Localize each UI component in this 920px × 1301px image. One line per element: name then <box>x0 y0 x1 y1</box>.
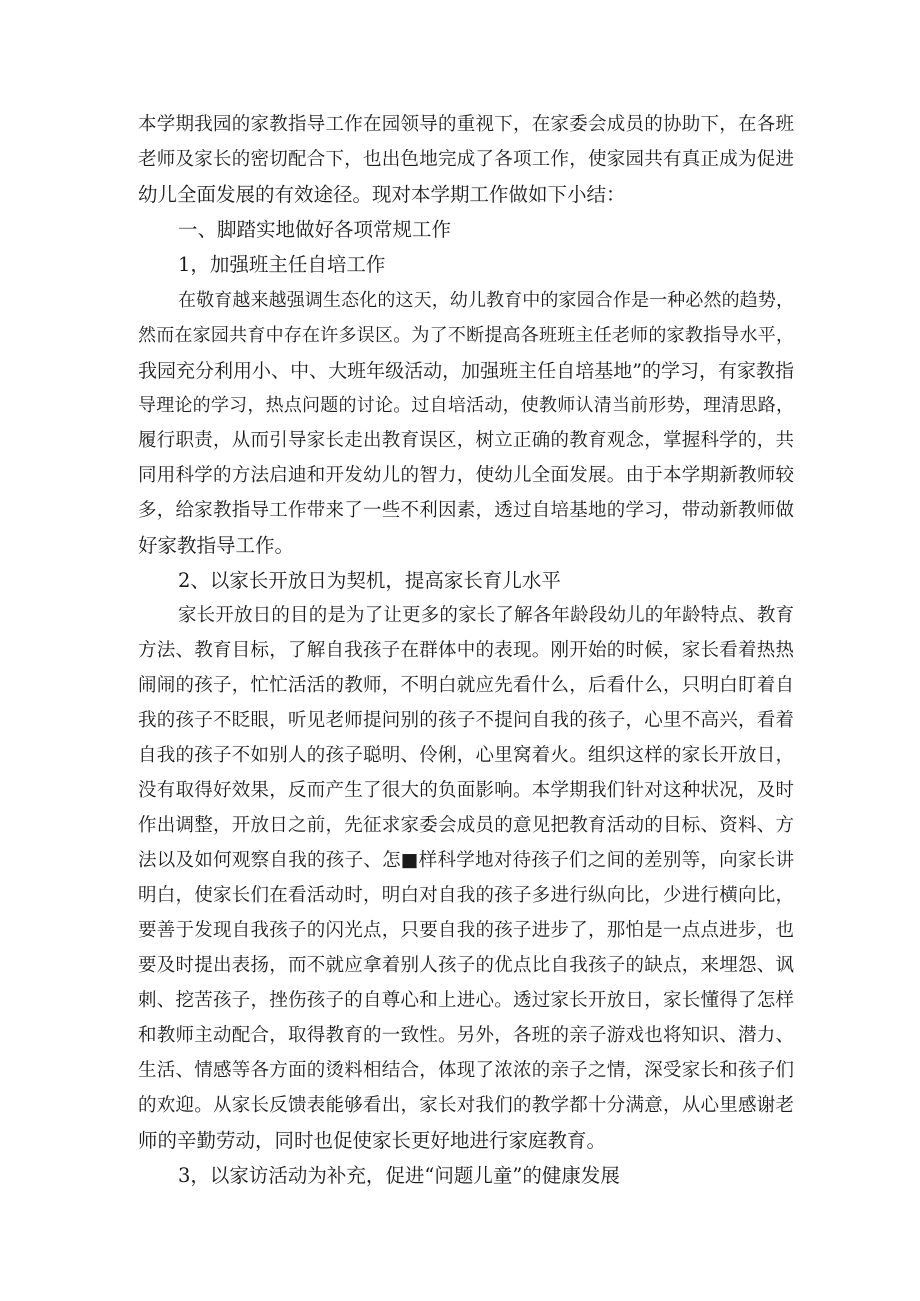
paragraph-line: 和教师主动配合，取得教育的一致性。另外，各班的亲子游戏也将知识、潜力、 <box>138 1025 794 1046</box>
paragraph-line: 我园充分利用小、中、大班年级活动，加强班主任自培基地”的学习，有家教指 <box>138 360 794 382</box>
subsection-heading: 3，以家访活动为补充，促进“问题儿童”的健康发展 <box>178 1164 620 1187</box>
paragraph-line: 的欢迎。从家长反馈表能够看出，家长对我们的教学都十分满意，从心里感谢老 <box>138 1095 794 1116</box>
paragraph-line: 履行职责，从而引导家长走出教育误区，树立正确的教育观念，掌握科学的，共 <box>138 430 794 451</box>
intro-line: 本学期我园的家教指导工作在园领导的重视下，在家委会成员的协助下，在各班 <box>138 114 794 135</box>
paragraph-line: 好家教指导工作。 <box>138 534 295 557</box>
paragraph-line: 生活、情感等各方面的烫料相结合，体现了浓浓的亲子之情，深受家长和孩子们 <box>138 1060 794 1081</box>
paragraph-line: 导理论的学习，热点问题的讨论。过自培活动，使教师认清当前形势，理清思路， <box>138 395 794 416</box>
paragraph-line: 多，给家教指导工作带来了一些不利因素，透过自培基地的学习，带动新教师做 <box>138 500 794 521</box>
intro-line: 老师及家长的密切配合下，也出色地完成了各项工作，使家园共有真正成为促进 <box>138 149 794 170</box>
paragraph-line: 在敬育越来越强调生态化的这天，幼儿教育中的家园合作是一种必然的趋势， <box>178 290 794 311</box>
paragraph-line: 明白，使家长们在看活动时，明白对自我的孩子多进行纵向比，少进行横向比， <box>138 885 794 906</box>
paragraph-line: 家长开放日的目的是为了让更多的家长了解各年龄段幼儿的年龄特点、教育 <box>178 605 794 626</box>
paragraph-line: 自我的孩子不如别人的孩子聪明、伶俐，心里窝着火。组织这样的家长开放日， <box>138 745 794 766</box>
subsection-heading: 2、以家长开放日为契机，提高家长育儿水平 <box>178 569 561 592</box>
paragraph-line: 要善于发现自我孩子的闪光点，只要自我的孩子进步了，那怕是一点点进步，也 <box>138 920 794 941</box>
paragraph-line: 我的孩子不眨眼，听见老师提问别的孩子不提问自我的孩子，心里不高兴，看着 <box>138 710 794 731</box>
paragraph-line: 闹闹的孩子，忙忙活活的教师，不明白就应先看什么，后看什么，只明白盯着自 <box>138 675 794 696</box>
paragraph-line: 法以及如何观察自我的孩子、怎■样科学地对待孩子们之间的差别等，向家长讲 <box>138 850 794 871</box>
paragraph-line: 然而在家园共育中存在许多误区。为了不断提高各班班主任老师的家教指导水平， <box>138 325 794 346</box>
paragraph-line: 同用科学的方法启迪和开发幼儿的智力，使幼儿全面发展。由于本学期新教师较 <box>138 465 794 486</box>
intro-line: 幼儿全面发展的有效途径。现对本学期工作做如下小结： <box>138 183 626 206</box>
paragraph-line: 师的辛勤劳动，同时也促使家长更好地进行家庭教育。 <box>138 1129 607 1152</box>
section-heading: 一、脚踏实地做好各项常规工作 <box>178 218 452 241</box>
subsection-heading: 1，加强班主任自培工作 <box>178 253 386 276</box>
paragraph-line: 刺、挖苦孩子，挫伤孩子的自尊心和上进心。透过家长开放日，家长懂得了怎样 <box>138 990 794 1011</box>
paragraph-line: 方法、教育目标，了解自我孩子在群体中的表现。刚开始的时候，家长看着热热 <box>138 640 794 661</box>
paragraph-line: 要及时提出表扬，而不就应拿着别人孩子的优点比自我孩子的缺点，来埋怨、讽 <box>138 955 794 976</box>
paragraph-line: 没有取得好效果，反而产生了很大的负面影响。本学期我们针对这种状况，及时 <box>138 780 794 801</box>
paragraph-line: 作出调整，开放日之前，先征求家委会成员的意见把教育活动的目标、资料、方 <box>138 815 794 836</box>
